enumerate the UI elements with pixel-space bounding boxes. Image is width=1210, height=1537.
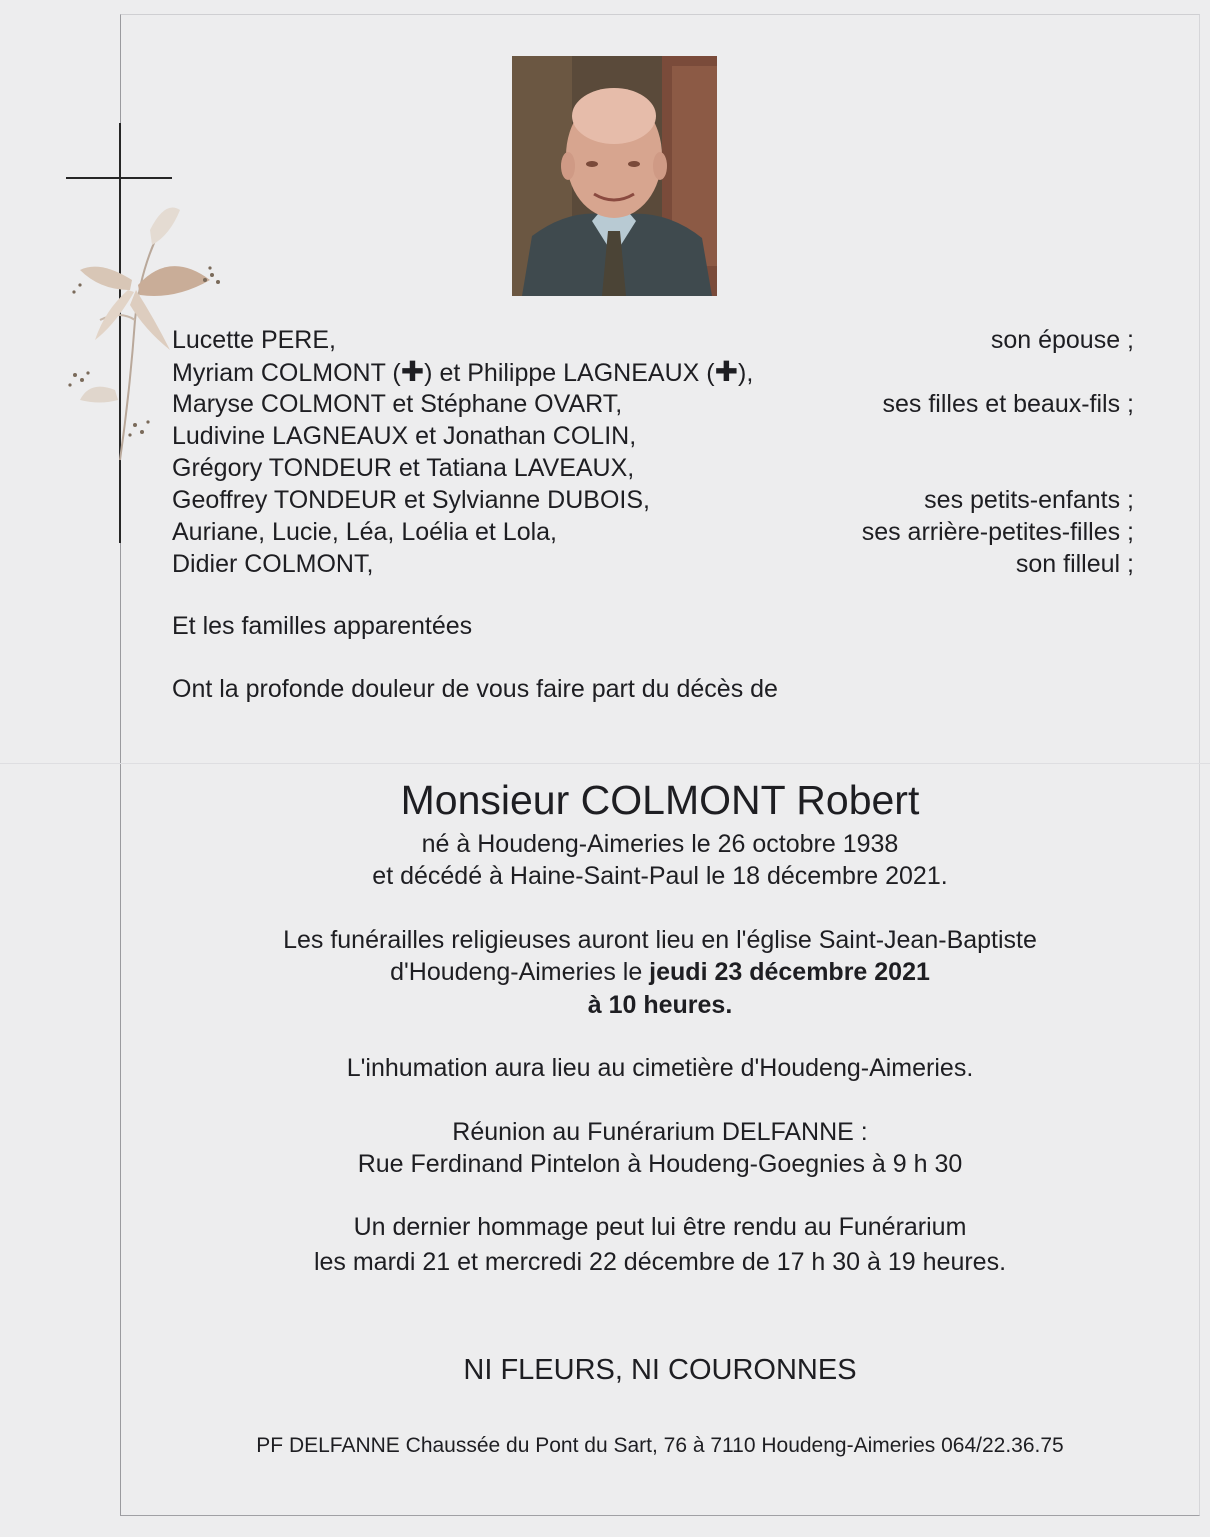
burial-text: L'inhumation aura lieu au cimetière d'Houdeng-Aimeries. <box>346 1054 974 1082</box>
family-row <box>172 356 1134 388</box>
funeral-date: jeudi 23 décembre 2021 <box>649 958 930 986</box>
footer-text: PF DELFANNE Chaussée du Pont du Sart, 76 à 7110 Houdeng-Aimeries 064/22.36.75 <box>256 1434 1064 1457</box>
family-relation: son épouse ; <box>990 326 1134 354</box>
family-name: Didier COLMONT, <box>172 550 374 578</box>
name-part: ) et Philippe LAGNEAUX ( <box>424 359 715 387</box>
no-flowers-text: NI FLEURS, NI COURONNES <box>463 1354 857 1386</box>
tribute-line-1: Un dernier hommage peut lui être rendu au Funérarium <box>353 1213 967 1241</box>
family-name: Grégory TONDEUR et Tatiana LAVEAUX, <box>172 454 635 482</box>
funeral-line-2 <box>120 956 1200 989</box>
deceased-name: Monsieur COLMONT Robert <box>400 777 920 823</box>
tribute-line-2: les mardi 21 et mercredi 22 décembre de 17 h 30 à 19 heures. <box>313 1248 1007 1276</box>
family-name: Geoffrey TONDEUR et Sylvianne DUBOIS, <box>172 486 650 514</box>
families-text: Et les familles apparentées <box>172 612 473 640</box>
family-name <box>172 356 753 388</box>
deceased-cross-icon: ✚ <box>400 356 425 387</box>
portrait-photo <box>512 56 717 296</box>
family-row <box>172 452 1134 484</box>
name-part: ), <box>738 359 754 387</box>
family-relation: son filleul ; <box>1015 550 1134 578</box>
family-row <box>172 324 1134 356</box>
family-name: Maryse COLMONT et Stéphane OVART, <box>172 390 623 418</box>
family-row <box>172 548 1134 580</box>
death-text: et décédé à Haine-Saint-Paul le 18 décembre 2021. <box>372 862 948 890</box>
family-relation: ses petits-enfants ; <box>924 486 1134 514</box>
family-row <box>172 420 1134 452</box>
cross-bar <box>66 177 172 179</box>
family-name: Ludivine LAGNEAUX et Jonathan COLIN, <box>172 422 637 450</box>
family-row <box>172 516 1134 548</box>
family-row <box>172 484 1134 516</box>
family-relation: ses filles et beaux-fils ; <box>882 390 1134 418</box>
funeral-time: à 10 heures. <box>587 991 733 1019</box>
meeting-line-1: Réunion au Funérarium DELFANNE : <box>452 1118 868 1146</box>
announcement-text: Ont la profonde douleur de vous faire part du décès de <box>172 675 778 703</box>
family-name: Auriane, Lucie, Léa, Loélia et Lola, <box>172 518 557 546</box>
deceased-cross-icon: ✚ <box>714 356 739 387</box>
family-list <box>172 324 1134 580</box>
family-row <box>172 388 1134 420</box>
fold-line <box>0 763 1210 764</box>
birth-text: né à Houdeng-Aimeries le 26 octobre 1938 <box>421 830 899 858</box>
funeral-place: d'Houdeng-Aimeries le <box>390 958 650 986</box>
meeting-line-2: Rue Ferdinand Pintelon à Houdeng-Goegnies à 9 h 30 <box>357 1150 963 1178</box>
funeral-line-1: Les funérailles religieuses auront lieu en l'église Saint-Jean-Baptiste <box>283 926 1037 954</box>
family-name: Lucette PERE, <box>172 326 336 354</box>
family-relation: ses arrière-petites-filles ; <box>861 518 1134 546</box>
name-part: Myriam COLMONT ( <box>172 359 401 387</box>
